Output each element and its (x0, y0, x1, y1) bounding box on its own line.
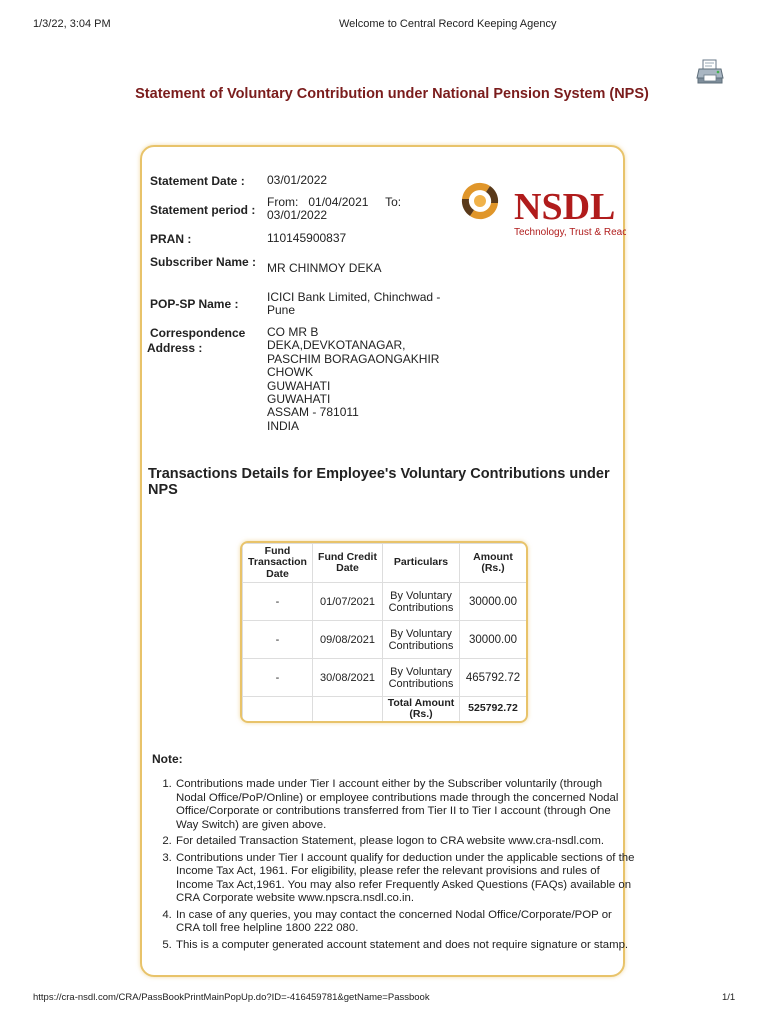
particulars-cell: By Voluntary Contributions (383, 659, 460, 697)
address-label-line1: Correspondence (150, 326, 246, 340)
printer-icon[interactable] (696, 58, 724, 86)
period-to-value: 03/01/2022 (267, 208, 328, 223)
print-page-title: Welcome to Central Record Keeping Agency (339, 18, 557, 30)
statement-date-value: 03/01/2022 (267, 173, 328, 187)
note-item: 5. This is a computer generated account statement and does not require signature or stamp. (175, 939, 635, 953)
nsdl-logo-mark (456, 176, 626, 242)
print-url: https://cra-nsdl.com/CRA/PassBookPrintMainPopUp.do?ID=-416459781&getName=Passbook (33, 992, 430, 1003)
col-header-fund-txn-date: Fund Transaction Date (243, 544, 313, 583)
fund-txn-date-cell: - (243, 583, 313, 621)
subscriber-name-value: MR CHINMOY DEKA (267, 261, 382, 275)
print-page-number: 1/1 (722, 992, 736, 1003)
statement-date-label: Statement Date : (150, 174, 245, 188)
table-row (243, 659, 527, 697)
col-header-particulars: Particulars (383, 544, 460, 583)
statement-period-label: Statement period : (150, 203, 256, 217)
statement-period-value (267, 196, 447, 223)
pop-sp-name-value: ICICI Bank Limited, Chinchwad - Pune (267, 290, 441, 318)
note-item: 1. Contributions made under Tier I account either by the Subscriber voluntarily (through Nodal Office/PoP/Online) or employee contributions made through the concerned Nodal Office/Corporate or contributions transferred from Tier II to Tier I account (through One Way Switch) are given above. (175, 778, 635, 832)
credit-date-cell: 01/07/2021 (313, 583, 383, 621)
total-row (243, 697, 527, 722)
fund-txn-date-cell: - (243, 659, 313, 697)
amount-cell: 465792.72 (460, 659, 527, 697)
fund-txn-date-cell: - (243, 621, 313, 659)
address-label-line2: Address : (147, 341, 203, 355)
nsdl-logo-text: NSDL (514, 186, 616, 228)
col-header-fund-credit-date: Fund Credit Date (313, 544, 383, 583)
print-datetime: 1/3/22, 3:04 PM (33, 18, 111, 30)
credit-date-cell: 09/08/2021 (313, 621, 383, 659)
period-to-label: To: (385, 195, 402, 209)
pran-value: 110145900837 (267, 231, 347, 245)
credit-date-cell: 30/08/2021 (313, 659, 383, 697)
total-amount-label: Total Amount (Rs.) (383, 697, 460, 722)
amount-cell: 30000.00 (460, 583, 527, 621)
table-row (243, 621, 527, 659)
transactions-section-title: Transactions Details for Employee's Voluntary Contributions under NPS (148, 466, 610, 498)
note-item: 3. Contributions under Tier I account qualify for deduction under the applicable sections of the Income Tax Act, 1961. For eligibility, please refer the relevant provisions and rules of Income Tax Act,1961. You may also refer Frequently Asked Questions (FAQs) available on CRA Corporate website www.npscra.nsdl.co.in. (175, 852, 635, 906)
correspondence-address: CO MR B DEKA,DEVKOTANAGAR, PASCHIM BORAGAONGAKHIR CHOWK GUWAHATI GUWAHATI ASSAM - 781011 INDIA (267, 325, 440, 433)
note-item: 4. In case of any queries, you may contact the concerned Nodal Office/Corporate/POP or CRA toll free helpline 1800 222 080. (175, 909, 635, 936)
subscriber-name-label: Subscriber Name : (150, 255, 257, 269)
notes-title: Note: (152, 752, 183, 766)
nsdl-tagline: Technology, Trust & Reach (514, 227, 626, 238)
particulars-cell: By Voluntary Contributions (383, 621, 460, 659)
particulars-cell: By Voluntary Contributions (383, 583, 460, 621)
nsdl-logo (456, 176, 626, 242)
period-from-label: From: (267, 195, 299, 209)
col-header-amount: Amount (Rs.) (460, 544, 527, 583)
pran-label: PRAN : (150, 232, 192, 246)
notes-list (150, 778, 635, 955)
total-amount-value: 525792.72 (460, 697, 527, 722)
note-item: 2. For detailed Transaction Statement, please logon to CRA website www.cra-nsdl.com. (175, 835, 635, 849)
transactions-table (240, 541, 528, 723)
pop-sp-name-label: POP-SP Name : (150, 297, 239, 311)
table-row (243, 583, 527, 621)
period-from-value: 01/04/2021 (308, 195, 369, 209)
amount-cell: 30000.00 (460, 621, 527, 659)
page-title: Statement of Voluntary Contribution under National Pension System (NPS) (135, 86, 649, 102)
